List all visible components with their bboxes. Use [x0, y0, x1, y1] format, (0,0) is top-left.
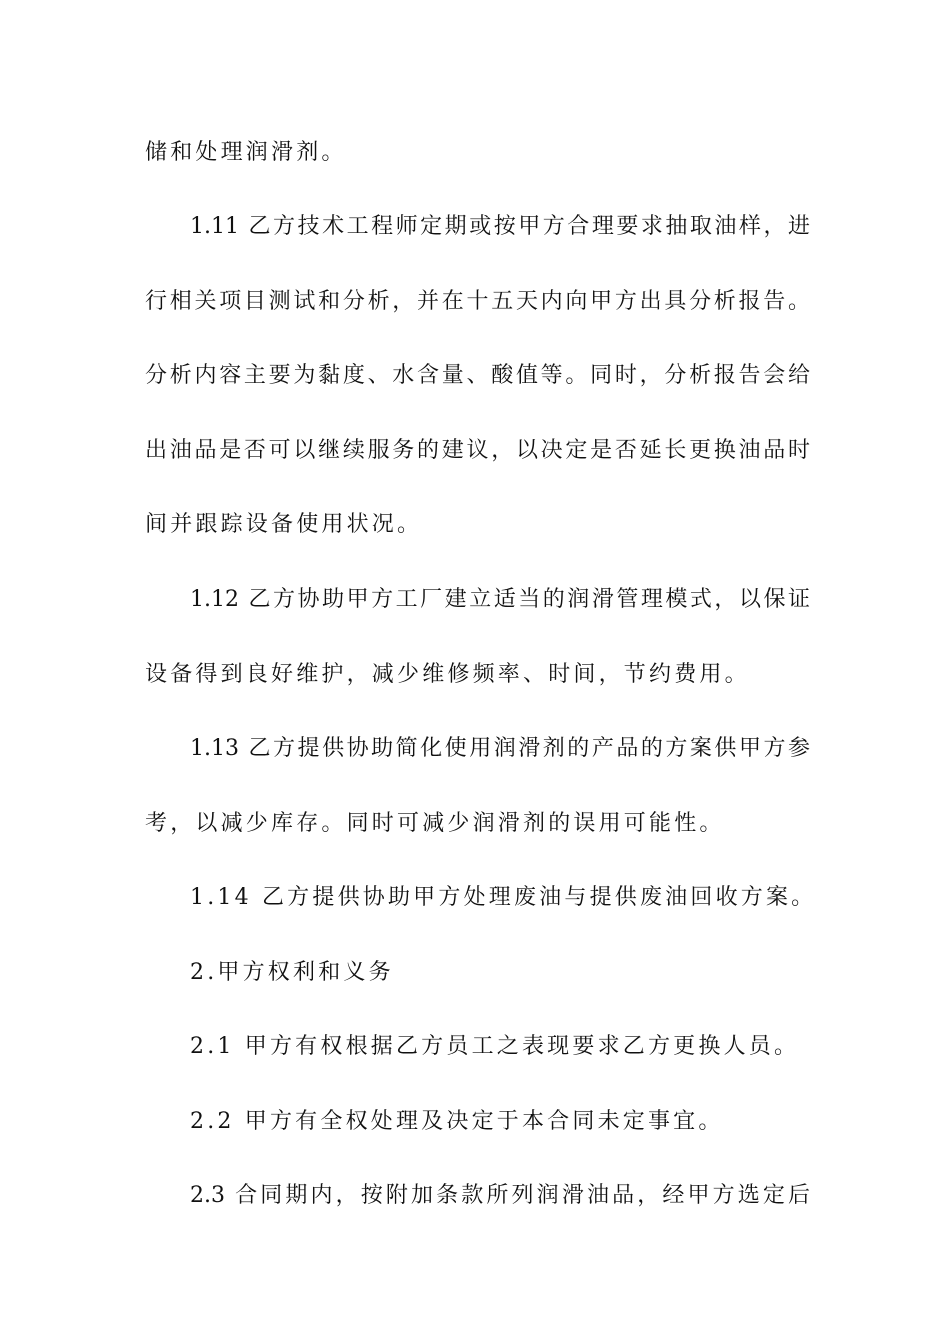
section-heading: 2.甲方权利和义务: [190, 960, 394, 985]
text-line-7: 1.12 乙方协助甲方工厂建立适当的润滑管理模式，以保证: [190, 587, 810, 612]
text-line-3: 行相关项目测试和分析，并在十五天内向甲方出具分析报告。: [145, 289, 810, 314]
text-line-1: 储和处理润滑剂。: [145, 140, 347, 165]
text-line-4: 分析内容主要为黏度、水含量、酸值等。同时，分析报告会给: [145, 363, 810, 388]
text-line-11: 1.14 乙方提供协助甲方处理废油与提供废油回收方案。: [190, 885, 817, 910]
text-line-6: 间并跟踪设备使用状况。: [145, 512, 423, 537]
text-line-5: 出油品是否可以继续服务的建议，以决定是否延长更换油品时: [145, 438, 810, 463]
text-line-2: 1.11 乙方技术工程师定期或按甲方合理要求抽取油样，进: [190, 214, 810, 239]
text-line-9: 1.13 乙方提供协助简化使用润滑剂的产品的方案供甲方参: [190, 736, 810, 761]
text-line-10: 考，以减少库存。同时可减少润滑剂的误用可能性。: [145, 811, 725, 836]
text-line-14: 2.2 甲方有全权处理及决定于本合同未定事宜。: [190, 1109, 724, 1134]
text-line-8: 设备得到良好维护，减少维修频率、时间，节约费用。: [145, 662, 750, 687]
text-line-13: 2.1 甲方有权根据乙方员工之表现要求乙方更换人员。: [190, 1034, 800, 1059]
text-line-15: 2.3 合同期内，按附加条款所列润滑油品，经甲方选定后: [190, 1183, 810, 1208]
